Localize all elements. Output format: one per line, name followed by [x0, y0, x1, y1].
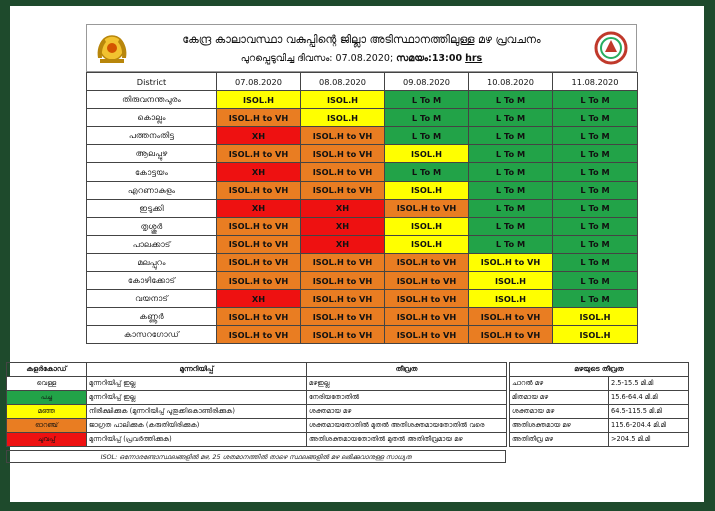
legend-code: ഓറഞ്ച്	[7, 419, 87, 433]
forecast-cell: ISOL.H to VH	[301, 181, 385, 199]
forecast-cell: L To M	[469, 199, 553, 217]
rainfall-row	[510, 405, 689, 419]
table-row	[87, 235, 638, 253]
forecast-cell: L To M	[385, 91, 469, 109]
legend-table	[6, 362, 507, 447]
forecast-cell: ISOL.H	[385, 235, 469, 253]
forecast-cell: XH	[217, 127, 301, 145]
legend-code: ചുവപ്പ്	[7, 433, 87, 447]
forecast-cell: ISOL.H to VH	[217, 145, 301, 163]
forecast-cell: ISOL.H to VH	[217, 308, 301, 326]
district-name: കോഴിക്കോട്	[87, 272, 217, 290]
district-name: എറണാകുളം	[87, 181, 217, 199]
table-row	[87, 127, 638, 145]
forecast-cell: L To M	[469, 109, 553, 127]
legend-intensity: മഴഇല്ല	[307, 377, 507, 391]
date-header: 10.08.2020	[469, 73, 553, 91]
rainfall-range: 15.6-64.4 മി.മി	[609, 391, 689, 405]
forecast-cell: ISOL.H to VH	[385, 308, 469, 326]
rainfall-label: മിതമായ മഴ	[510, 391, 609, 405]
legend-intensity: ശക്തമായതോതിൽ മുതൽ അതിശക്തമായതോതിൽ വരെ	[307, 419, 507, 433]
forecast-cell: ISOL.H	[385, 181, 469, 199]
legend-code: വെള്ള	[7, 377, 87, 391]
forecast-cell: ISOL.H	[301, 91, 385, 109]
issued-date: 07.08.2020;	[335, 52, 394, 64]
rainfall-range: 64.5-115.5 മി.മി	[609, 405, 689, 419]
legend-intensity: നേരിയതോതിൽ	[307, 391, 507, 405]
district-name: തൃശ്ശൂർ	[87, 217, 217, 235]
legend-warning: ജാഗ്രത പാലിക്കുക (കരുതിയിരിക്കുക)	[87, 419, 307, 433]
header-box	[86, 24, 637, 72]
forecast-cell: ISOL.H to VH	[301, 308, 385, 326]
table-row	[87, 181, 638, 199]
district-name: വയനാട്	[87, 290, 217, 308]
rainfall-row	[510, 391, 689, 405]
forecast-cell: ISOL.H to VH	[217, 272, 301, 290]
date-header: 09.08.2020	[385, 73, 469, 91]
forecast-cell: L To M	[469, 181, 553, 199]
table-row	[87, 199, 638, 217]
rainfall-range: 115.6-204.4 മി.മി	[609, 419, 689, 433]
forecast-cell: ISOL.H	[553, 326, 638, 344]
legend-intensity: അതിശക്തമായതോതിൽ മുതൽ അതിതീവ്രമായ മഴ	[307, 433, 507, 447]
legend-row	[7, 433, 507, 447]
forecast-cell: ISOL.H	[301, 109, 385, 127]
rainfall-row	[510, 419, 689, 433]
legend-code: മഞ്ഞ	[7, 405, 87, 419]
table-row	[87, 308, 638, 326]
forecast-cell: L To M	[385, 109, 469, 127]
legend-row	[7, 405, 507, 419]
imd-logo-icon	[586, 25, 636, 71]
forecast-cell: ISOL.H to VH	[217, 253, 301, 271]
district-name: കാസറഗോഡ്	[87, 326, 217, 344]
forecast-cell: ISOL.H	[553, 308, 638, 326]
forecast-cell: XH	[301, 235, 385, 253]
legend-row	[7, 377, 507, 391]
forecast-cell: L To M	[469, 217, 553, 235]
forecast-cell: ISOL.H to VH	[301, 127, 385, 145]
forecast-cell: ISOL.H to VH	[301, 163, 385, 181]
table-row	[87, 290, 638, 308]
forecast-cell: L To M	[553, 272, 638, 290]
forecast-cell: L To M	[469, 163, 553, 181]
district-header: District	[87, 73, 217, 91]
forecast-cell: ISOL.H to VH	[469, 253, 553, 271]
page-title: കേന്ദ്ര കാലാവസ്ഥാ വകുപ്പിന്റെ ജില്ലാ അടിസ്ഥാനത്തിലുള്ള മഴ പ്രവചനം	[182, 32, 541, 46]
forecast-cell: ISOL.H to VH	[301, 326, 385, 344]
rainfall-range: >204.5 മി.മി	[609, 433, 689, 447]
rainfall-table	[509, 362, 689, 447]
table-row	[87, 109, 638, 127]
forecast-cell: ISOL.H to VH	[217, 109, 301, 127]
district-name: കോട്ടയം	[87, 163, 217, 181]
forecast-cell: ISOL.H to VH	[301, 290, 385, 308]
forecast-cell: L To M	[553, 253, 638, 271]
rainfall-header: മഴയുടെ തീവ്രത	[510, 363, 689, 377]
kerala-emblem-icon	[87, 25, 137, 71]
district-name: തിരുവനന്തപുരം	[87, 91, 217, 109]
date-header: 11.08.2020	[553, 73, 638, 91]
district-name: ഇടുക്കി	[87, 199, 217, 217]
forecast-cell: L To M	[553, 145, 638, 163]
rainfall-header-row	[510, 363, 689, 377]
rainfall-row	[510, 377, 689, 391]
forecast-cell: ISOL.H to VH	[385, 199, 469, 217]
district-name: ആലപ്പുഴ	[87, 145, 217, 163]
table-row	[87, 272, 638, 290]
table-row	[87, 145, 638, 163]
forecast-cell: XH	[217, 290, 301, 308]
table-row	[87, 326, 638, 344]
legend-header-warning: മുന്നറിയിപ്പ്	[87, 363, 307, 377]
legend-header-intensity: തീവ്രത	[307, 363, 507, 377]
forecast-cell: XH	[301, 217, 385, 235]
legend-warning: മുന്നറിയിപ്പ് ഇല്ല	[87, 391, 307, 405]
forecast-cell: L To M	[553, 290, 638, 308]
rainfall-range: 2.5-15.5 മി.മി	[609, 377, 689, 391]
rainfall-row	[510, 433, 689, 447]
time-label: സമയം:	[396, 52, 432, 64]
forecast-cell: XH	[217, 199, 301, 217]
rainfall-label: ശക്തമായ മഴ	[510, 405, 609, 419]
forecast-cell: L To M	[553, 181, 638, 199]
table-row	[87, 253, 638, 271]
date-header: 08.08.2020	[301, 73, 385, 91]
forecast-cell: L To M	[553, 199, 638, 217]
forecast-cell: ISOL.H to VH	[301, 253, 385, 271]
forecast-cell: L To M	[553, 127, 638, 145]
rainfall-label: അതിശക്തമായ മഴ	[510, 419, 609, 433]
legend-row	[7, 391, 507, 405]
forecast-cell: L To M	[553, 91, 638, 109]
table-row	[87, 91, 638, 109]
time-unit: hrs	[465, 52, 483, 64]
forecast-cell: ISOL.H	[217, 91, 301, 109]
forecast-cell: L To M	[385, 163, 469, 181]
forecast-cell: XH	[301, 199, 385, 217]
forecast-cell: ISOL.H to VH	[217, 181, 301, 199]
forecast-cell: L To M	[553, 163, 638, 181]
rainfall-label: ചാറൽ മഴ	[510, 377, 609, 391]
table-row	[87, 217, 638, 235]
legend-warning: മുന്നറിയിപ്പ് ഇല്ല	[87, 377, 307, 391]
forecast-cell: ISOL.H to VH	[301, 272, 385, 290]
legend-code: പച്ച	[7, 391, 87, 405]
legend-warning: നിരീക്ഷിക്കുക (മുന്നറിയിപ്പ് പുതുക്കികൊണ്ടിരിക്കുക)	[87, 405, 307, 419]
forecast-cell: ISOL.H to VH	[217, 326, 301, 344]
forecast-cell: ISOL.H	[385, 217, 469, 235]
legend-intensity: ശക്തമായ മഴ	[307, 405, 507, 419]
forecast-cell: L To M	[469, 235, 553, 253]
legend-header-code: കളർകോഡ്	[7, 363, 87, 377]
forecast-cell: L To M	[469, 127, 553, 145]
forecast-cell: ISOL.H	[385, 145, 469, 163]
district-name: പാലക്കാട്	[87, 235, 217, 253]
forecast-cell: ISOL.H to VH	[385, 290, 469, 308]
forecast-cell: ISOL.H to VH	[385, 253, 469, 271]
district-name: മലപ്പുറം	[87, 253, 217, 271]
forecast-cell: XH	[217, 163, 301, 181]
district-name: കണ്ണൂർ	[87, 308, 217, 326]
forecast-cell: ISOL.H to VH	[469, 326, 553, 344]
issued-line	[137, 53, 586, 64]
time-value: 13:00	[431, 52, 463, 64]
legend-header-row	[7, 363, 507, 377]
forecast-cell: L To M	[469, 145, 553, 163]
forecast-cell: L To M	[553, 235, 638, 253]
date-header: 07.08.2020	[217, 73, 301, 91]
issued-label: പുറപ്പെടുവിച്ച ദിവസം:	[240, 52, 333, 64]
legend-warning: മുന്നറിയിപ്പ് (പ്രവർത്തിക്കുക)	[87, 433, 307, 447]
rainfall-label: അതിതീവ്ര മഴ	[510, 433, 609, 447]
forecast-cell: L To M	[553, 217, 638, 235]
forecast-cell: ISOL.H to VH	[301, 145, 385, 163]
forecast-cell: ISOL.H to VH	[469, 308, 553, 326]
forecast-cell: ISOL.H to VH	[217, 217, 301, 235]
table-row	[87, 163, 638, 181]
forecast-cell: ISOL.H to VH	[217, 235, 301, 253]
forecast-cell: L To M	[553, 109, 638, 127]
district-name: പത്തനംതിട്ട	[87, 127, 217, 145]
district-name: കൊല്ലം	[87, 109, 217, 127]
legend-row	[7, 419, 507, 433]
forecast-cell: ISOL.H	[469, 272, 553, 290]
forecast-cell: L To M	[469, 91, 553, 109]
forecast-header-row	[87, 73, 638, 91]
forecast-cell: L To M	[385, 127, 469, 145]
isol-footnote: ISOL: ഒന്നോരണ്ടോസ്ഥലങ്ങളിൽ മഴ, 25 ശതമാനത്തിൽ താഴെ സ്ഥലങ്ങളിൽ മഴ ലഭിക്കുവാനുള്ള സാധ്യത	[6, 450, 506, 463]
forecast-cell: ISOL.H	[469, 290, 553, 308]
forecast-cell: ISOL.H to VH	[385, 326, 469, 344]
forecast-cell: ISOL.H to VH	[385, 272, 469, 290]
forecast-table	[86, 72, 638, 344]
